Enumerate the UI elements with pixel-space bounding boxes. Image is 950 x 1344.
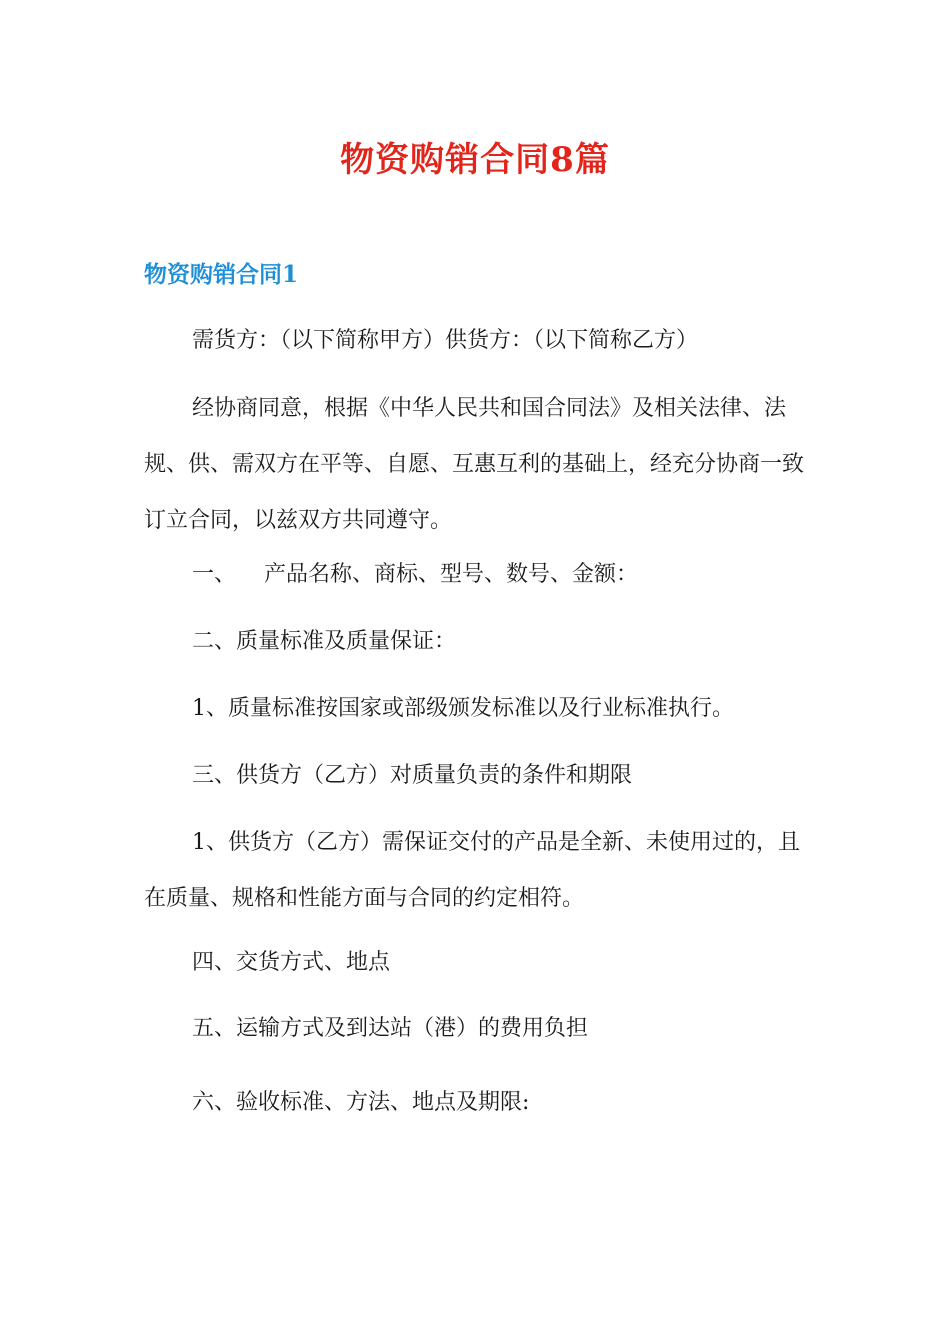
paragraph-clause-2: 二、质量标准及质量保证： (192, 629, 457, 654)
paragraph-clause-5: 五、运输方式及到达站（港）的费用负担 (192, 1016, 589, 1041)
paragraph-preamble: 经协商同意，根据《中华人民共和国合同法》及相关法律、法规、供、需双方在平等、自愿、互惠互利的基础上，经充分协商一致订立合同，以兹双方共同遵守。 (144, 396, 805, 533)
paragraph-clause-6: 六、验收标准、方法、地点及期限: (192, 1090, 530, 1115)
paragraph-clause-2-item-1: 1、质量标准按国家或部级颁发标准以及行业标准执行。 (192, 696, 734, 721)
section-heading: 物资购销合同1 (144, 261, 299, 288)
paragraph-clause-1: 一、 产品名称、商标、型号、数号、金额： (192, 562, 638, 587)
paragraph-parties: 需货方：（以下简称甲方）供货方：（以下简称乙方） (192, 328, 699, 353)
document-title: 物资购销合同8篇 (340, 140, 610, 180)
paragraph-clause-3: 三、供货方（乙方）对质量负责的条件和期限 (192, 763, 633, 788)
paragraph-clause-4: 四、交货方式、地点 (192, 950, 391, 975)
paragraph-clause-3-item-1: 1、供货方（乙方）需保证交付的产品是全新、未使用过的，且在质量、规格和性能方面与合同的约定相符。 (144, 830, 800, 911)
